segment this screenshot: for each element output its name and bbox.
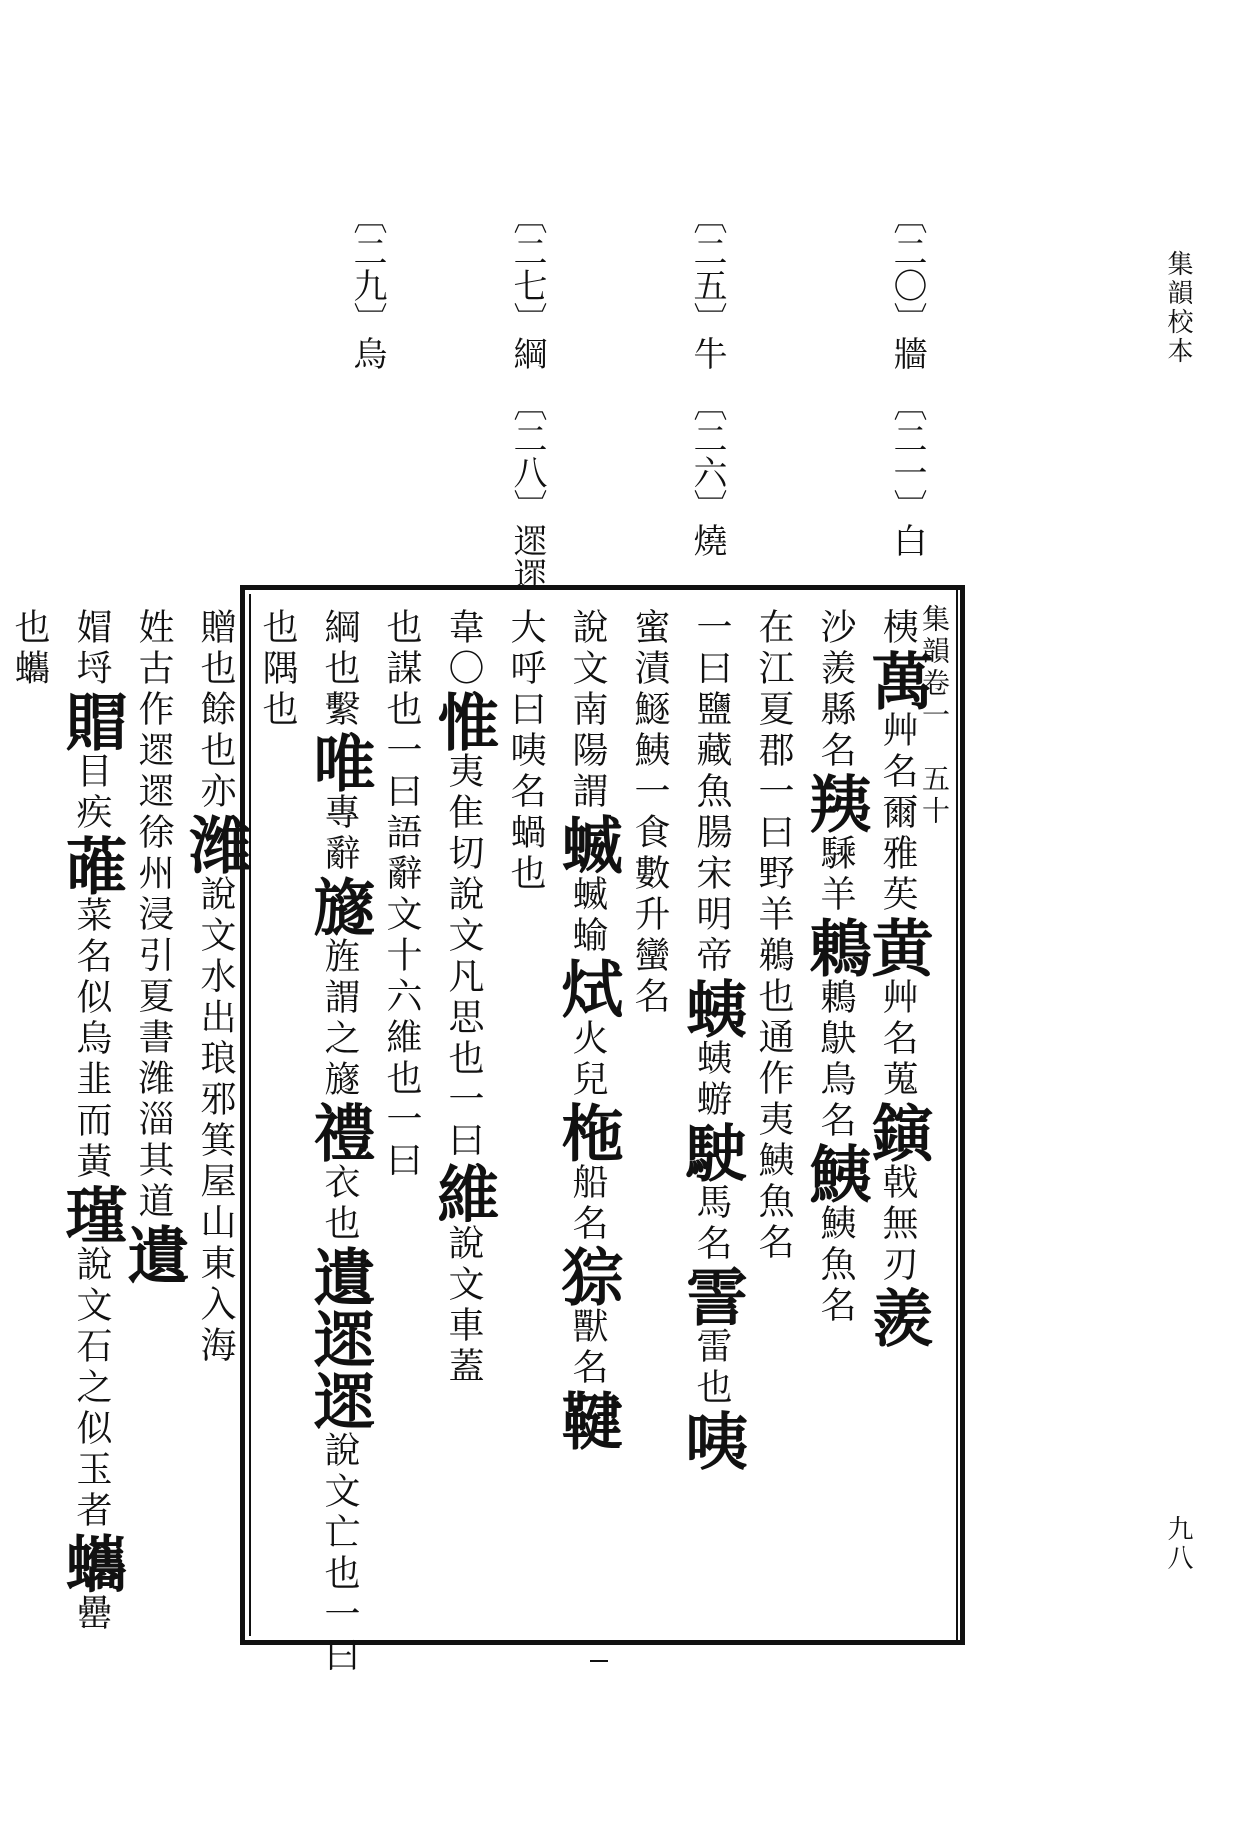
gloss-text: 船名: [567, 1163, 608, 1245]
gloss-text: 蠵: [9, 649, 50, 690]
headword: 遝: [303, 1369, 376, 1431]
gloss-text: 也通作夷: [753, 977, 794, 1141]
text-column: [675, 608, 748, 1630]
gloss-text: 蠻: [629, 936, 670, 977]
headword: 瑾: [55, 1183, 128, 1245]
headword: 蓶: [55, 834, 128, 896]
headword: 遺: [303, 1245, 376, 1307]
text-column: [2, 608, 56, 1630]
gloss-text: 蝛蝓: [567, 875, 608, 957]
gloss-text: 鮧魚名: [815, 1204, 856, 1327]
headword: 潍: [179, 813, 252, 875]
gloss-text: 騬羊: [815, 834, 856, 916]
gloss-text: 獸名: [567, 1307, 608, 1389]
gloss-text: 鶇鴃鳥名: [815, 978, 856, 1142]
headword: 唯: [303, 731, 376, 793]
headword: 鏔: [861, 1101, 934, 1163]
gloss-text: 火兒: [567, 1019, 608, 1101]
headword: 蛦: [675, 977, 748, 1039]
text-columns: [2, 608, 934, 1677]
gloss-text: 名: [629, 977, 670, 1018]
gloss-text: 綱也繫: [319, 608, 360, 731]
headword: 霅: [675, 1265, 748, 1327]
gloss-text: 艸名爾雅苵: [877, 711, 918, 916]
gloss-text: 蜜漬鱁鮧一食數升: [629, 608, 670, 936]
headword: 萬: [861, 649, 934, 711]
headword: 駛: [675, 1121, 748, 1183]
text-column: [179, 608, 252, 1630]
gloss-text: 衣也: [319, 1163, 360, 1245]
gloss-text: 沙羨縣名: [815, 608, 856, 772]
gloss-text: 說文亡也一曰: [319, 1431, 360, 1677]
gloss-text: 韋〇: [443, 608, 484, 690]
headword: 惟: [427, 690, 500, 752]
gloss-text: 罍: [71, 1594, 112, 1635]
text-column: [374, 608, 428, 1630]
headword: 蝛: [551, 813, 624, 875]
text-column: [622, 608, 676, 1630]
gloss-text: 名蝸也: [505, 772, 546, 895]
text-column: [551, 608, 624, 1630]
gloss-text: 說文車蓋: [443, 1224, 484, 1388]
text-column: [250, 608, 304, 1630]
page-number: 九八: [1163, 1515, 1193, 1573]
gloss-text: 一曰鹽藏魚腸宋明帝: [691, 608, 732, 977]
collation-note-1: 〔二〇〕牆 〔二一〕白: [887, 200, 927, 557]
gloss-text: 桋: [877, 608, 918, 649]
gloss-text: 旌謂之旞: [319, 937, 360, 1101]
gloss-text: 徐州浸引夏書潍淄其道: [133, 813, 174, 1223]
gloss-text: 鵜: [753, 936, 794, 977]
gloss-text: 贈也餘也亦: [195, 608, 236, 813]
text-column: [427, 608, 500, 1630]
gloss-text: 鮧: [753, 1141, 794, 1182]
headword: 猔: [551, 1245, 624, 1307]
collation-note-3: 〔二七〕綱 〔二八〕遝遝: [507, 200, 547, 591]
text-column: [55, 608, 128, 1635]
gloss-text: 魚名: [753, 1182, 794, 1264]
gloss-text: 媢: [71, 608, 112, 649]
gloss-text: 姓古作遝遝: [133, 608, 174, 813]
woodblock-page-facsimile: [9, 585, 965, 1677]
gloss-text: 蛦蝣: [691, 1039, 732, 1121]
gloss-text: 目疾: [71, 752, 112, 834]
gloss-text: 謀也一曰語辭文十六: [381, 649, 422, 1018]
gloss-text: 戟無刃: [877, 1163, 918, 1286]
gloss-text: 艸名蒐: [877, 978, 918, 1101]
text-column: [117, 608, 190, 1630]
collation-note-4: 〔二九〕烏: [347, 200, 387, 370]
gloss-text: 大呼曰咦: [505, 608, 546, 772]
headword: 賵: [55, 690, 128, 752]
headword: 旞: [303, 875, 376, 937]
footer-mark: [590, 1660, 608, 1662]
panel-margin-label: 集韻卷一 五十: [918, 604, 951, 828]
gloss-text: 馬名: [691, 1183, 732, 1265]
gloss-text: 也隅也: [257, 608, 298, 731]
headword: 羨: [861, 1286, 934, 1348]
headword: 咦: [675, 1409, 748, 1471]
gloss-text: 埒: [71, 649, 112, 690]
panel-margin-rule: [956, 585, 968, 1645]
gloss-text: 在江夏郡一曰野羊: [753, 608, 794, 936]
text-column: [746, 608, 800, 1630]
headword: 羠: [799, 772, 872, 834]
headword: 烒: [551, 957, 624, 1019]
headword: 鶇: [799, 916, 872, 978]
gloss-text: 也: [381, 608, 422, 649]
headword: 黄: [861, 916, 934, 978]
running-title: 集韻校本: [1163, 250, 1193, 366]
headword: 柂: [551, 1101, 624, 1163]
gloss-text: 夷隹切說文凡思也一曰: [443, 752, 484, 1162]
gloss-text: 專辭: [319, 793, 360, 875]
gloss-text: 雷也: [691, 1327, 732, 1409]
text-column: [861, 608, 934, 1630]
headword: 禮: [303, 1101, 376, 1163]
text-column: [799, 608, 872, 1630]
collation-note-2: 〔二五〕牛 〔二六〕燒: [687, 200, 727, 557]
gloss-text: 維也一曰: [381, 1018, 422, 1182]
gloss-text: 說文南陽謂: [567, 608, 608, 813]
text-column: [303, 608, 376, 1677]
gloss-text: 也: [9, 608, 50, 649]
headword: 遝: [303, 1307, 376, 1369]
headword: 遺: [117, 1223, 190, 1285]
gloss-text: 菜名似烏韭而黃: [71, 896, 112, 1183]
gloss-text: 說文石之似玉者: [71, 1245, 112, 1532]
headword: 維: [427, 1162, 500, 1224]
headword: 鞬: [551, 1389, 624, 1451]
gloss-text: 說文水出琅邪箕屋山東入海: [195, 875, 236, 1367]
headword: 蠵: [55, 1532, 128, 1594]
headword: 鮧: [799, 1142, 872, 1204]
text-column: [498, 608, 552, 1630]
